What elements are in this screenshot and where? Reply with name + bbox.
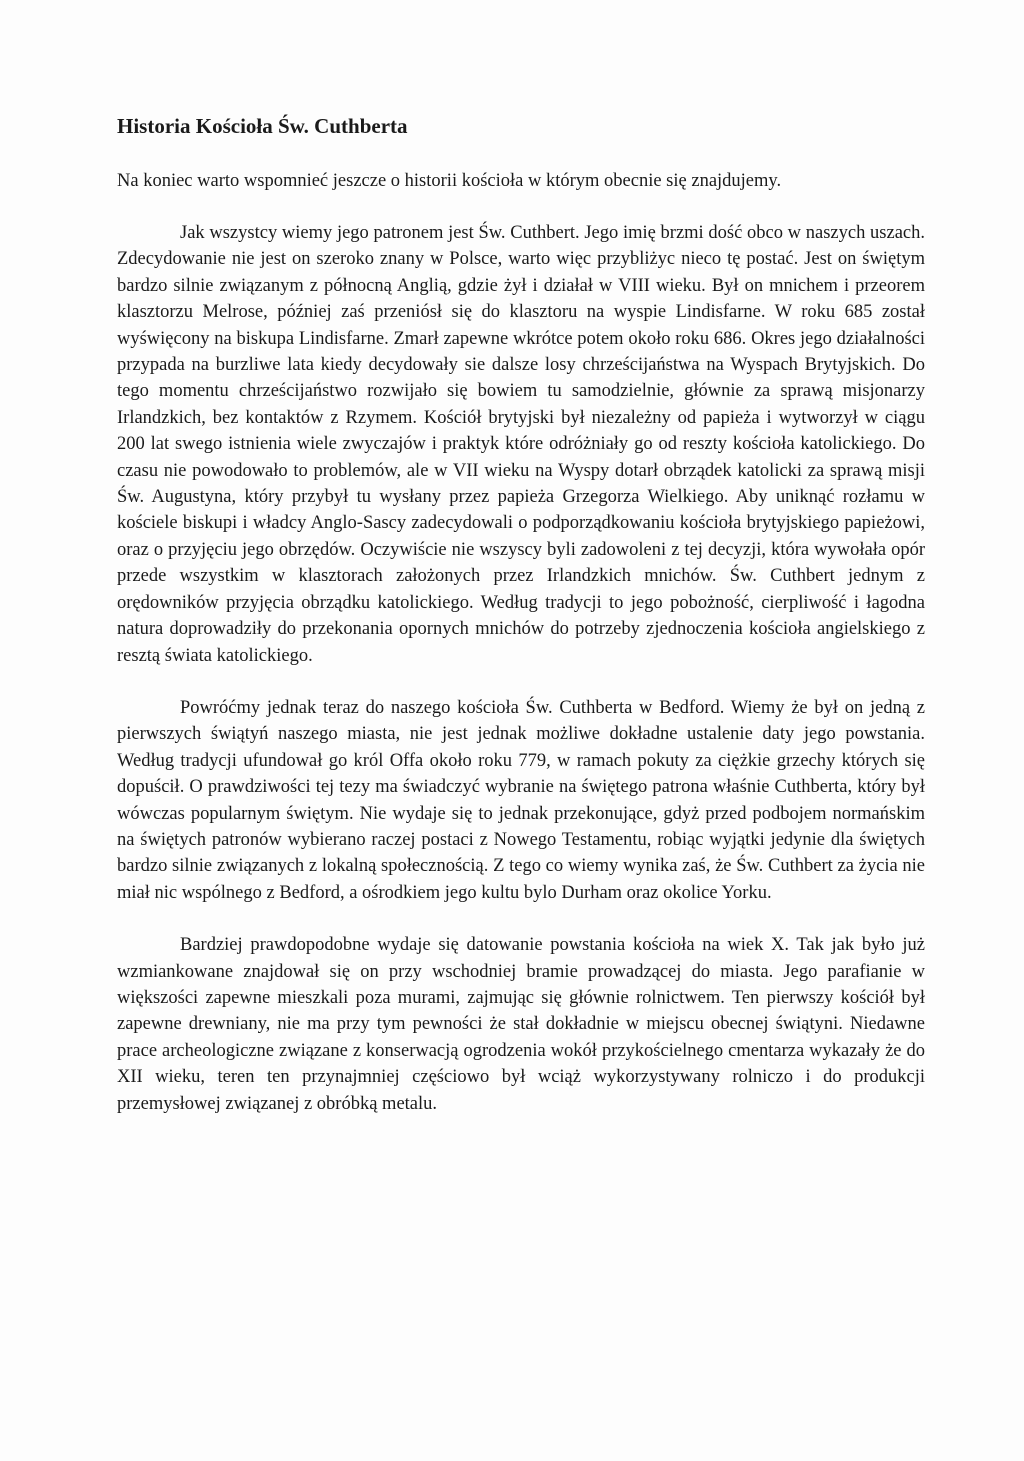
paragraph-bedford-church: Powróćmy jednak teraz do naszego kościoła Św. Cuthberta w Bedford. Wiemy że był on jedną z pierwszych świątyń naszego miasta, nie jest jednak możliwe dokładne ustalenie daty jego powstania. Według tradycji ufundował go król Offa około roku 779, w ramach pokuty za ciężkie grzechy których się dopuścił. O prawdziwości tej tezy ma świadczyć wybranie na świętego patrona właśnie Cuthberta, który był wówczas popularnym świętym. Nie wydaje się to jednak przekonujące, gdyż przed podbojem normańskim na świętych patronów wybierano raczej postaci z Nowego Testamentu, robiąc wyjątki jedynie dla świętych bardzo silnie związanych z lokalną społecznością. Z tego co wiemy wynika zaś, że Św. Cuthbert za życia nie miał nic wspólnego z Bedford, a ośrodkiem jego kultu bylo Durham oraz okolice Yorku. bbox=[117, 697, 925, 903]
document-body bbox=[117, 112, 925, 1143]
paragraph-dating: Bardziej prawdopodobne wydaje się datowanie powstania kościoła na wiek X. Tak jak było już wzmiankowane znajdował się on przy wschodniej bramie prowadzącej do miasta. Jego parafianie w większości zapewne mieszkali poza murami, zajmując się głównie rolnictwem. Ten pierwszy kościół był zapewne drewniany, nie ma przy tym pewności że stał dokładnie w miejscu obecnej świątyni. Niedawne prace archeologiczne związane z konserwacją ogrodzenia wokół przykościelnego cmentarza wykazały że do XII wieku, teren ten przynajmniej częściowo był wciąż wykorzystywany rolniczo i do produkcji przemysłowej związanej z obróbką metalu. bbox=[117, 935, 925, 1114]
document-title: Historia Kościoła Św. Cuthberta bbox=[117, 114, 408, 138]
intro-paragraph: Na koniec warto wspomnieć jeszcze o historii kościoła w którym obecnie się znajdujemy. bbox=[117, 171, 782, 191]
paragraph-cuthbert-history: Jak wszystcy wiemy jego patronem jest Św. Cuthbert. Jego imię brzmi dość obco w naszych uszach. Zdecydowanie nie jest on szeroko znany w Polsce, warto więc przybliżyc nieco tę postać. Jest on świętym bardzo silnie związanym z północną Anglią, gdzie żył i działał w VIII wieku. Był on mnichem i przeorem klasztorzu Melrose, później zaś przeniósł się do klasztoru na wyspie Lindisfarne. W roku 685 został wyświęcony na biskupa Lindisfarne. Zmarł zapewne wkrótce potem około roku 686. Okres jego działalności przypada na burzliwe lata kiedy decydowały sie dalsze losy chrześcijaństwa na Wyspach Brytyjskich. Do tego momentu chrześcijaństwo rozwijało się bowiem tu samodzielnie, głównie za sprawą misjonarzy Irlandzkich, bez kontaktów z Rzymem. Kościół brytyjski był niezależny od papieża i wytworzył w ciągu 200 lat swego istnienia wiele zwyczajów i praktyk które odróżniały go od reszty kościoła katolickiego. Do czasu nie powodowało to problemów, ale w VII wieku na Wyspy dotarł obrządek katolicki za sprawą misji Św. Augustyna, który przybył tu wysłany przez papieża Grzegorza Wielkiego. Aby uniknąć rozłamu w kościele biskupi i władcy Anglo-Sascy zadecydowali o podporządkowaniu kościoła brytyjskiego papieżowi, oraz o przyjęciu jego obrzędów. Oczywiście nie wszyscy byli zadowoleni z tej decyzji, która wywołała opór przede wszystkim w klasztorach założonych przez Irlandzkich mnichów. Św. Cuthbert jednym z orędowników przyjęcia obrządku katolickiego. Według tradycji to jego pobożność, cierpliwość i łagodna natura doprowadziły do przekonania opornych mnichów do potrzeby zjednoczenia kościoła angielskiego z resztą świata katolickiego. bbox=[117, 223, 925, 666]
